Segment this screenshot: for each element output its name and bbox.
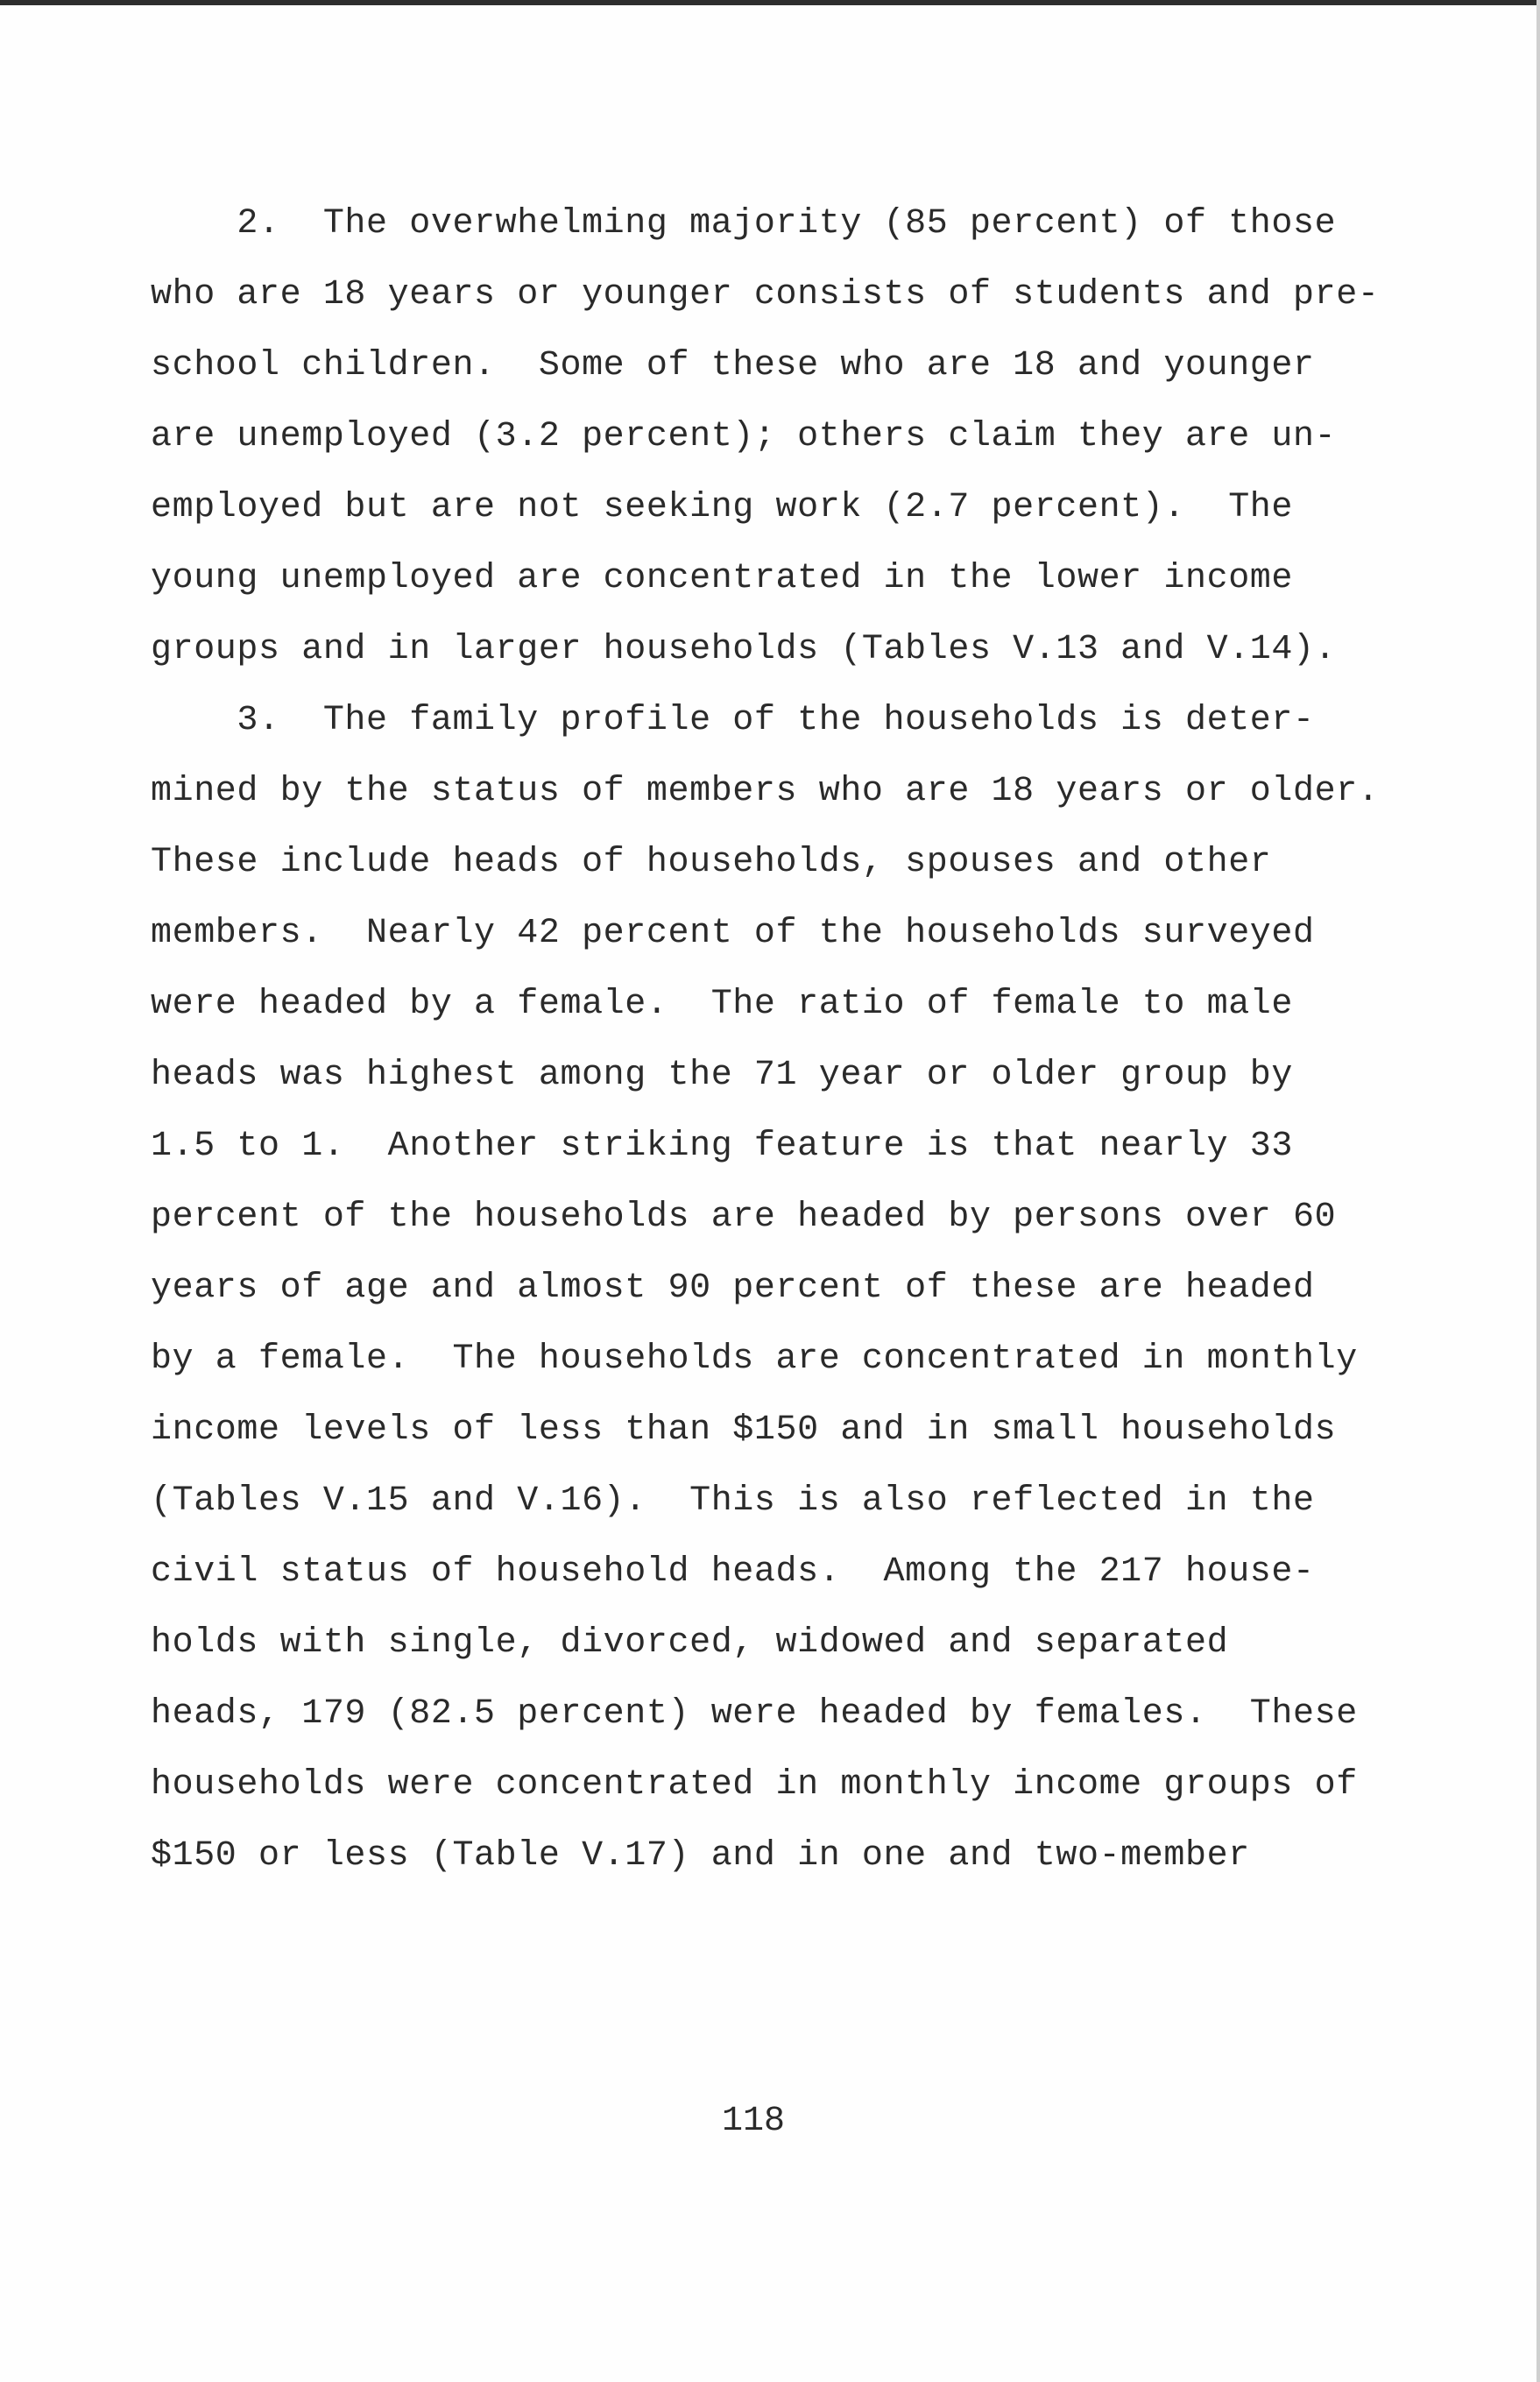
text-line: income levels of less than $150 and in small households: [151, 1410, 1337, 1450]
text-line: heads, 179 (82.5 percent) were headed by females. These: [151, 1694, 1358, 1734]
text-line: groups and in larger households (Tables V.13 and V.14).: [151, 630, 1337, 669]
text-line: civil status of household heads. Among the 217 house-: [151, 1552, 1315, 1592]
right-page-edge: [1536, 0, 1540, 2382]
text-line: holds with single, divorced, widowed and separated: [151, 1623, 1229, 1663]
text-line: were headed by a female. The ratio of female to male: [151, 985, 1294, 1024]
text-line: by a female. The households are concentrated in monthly: [151, 1339, 1358, 1379]
text-line: 3. The family profile of the households is deter-: [151, 701, 1315, 740]
text-line: school children. Some of these who are 18 and younger: [151, 346, 1315, 385]
text-line: employed but are not seeking work (2.7 percent). The: [151, 488, 1294, 527]
text-line: are unemployed (3.2 percent); others claim they are un-: [151, 417, 1337, 456]
top-border-rule: [0, 0, 1540, 5]
text-line: members. Nearly 42 percent of the households surveyed: [151, 914, 1315, 953]
text-line: heads was highest among the 71 year or older group by: [151, 1056, 1294, 1095]
text-line: 2. The overwhelming majority (85 percent) of those: [151, 204, 1337, 244]
text-line: mined by the status of members who are 18 years or older.: [151, 772, 1380, 811]
text-line: $150 or less (Table V.17) and in one and two-member: [151, 1836, 1250, 1876]
text-line: households were concentrated in monthly income groups of: [151, 1765, 1358, 1805]
text-line: These include heads of households, spouses and other: [151, 843, 1272, 882]
text-line: young unemployed are concentrated in the lower income: [151, 559, 1294, 598]
text-line: who are 18 years or younger consists of students and pre-: [151, 275, 1380, 315]
text-line: (Tables V.15 and V.16). This is also reflected in the: [151, 1481, 1315, 1521]
page-number: 118: [721, 2102, 785, 2141]
text-line: percent of the households are headed by persons over 60: [151, 1198, 1337, 1237]
text-line: 1.5 to 1. Another striking feature is that nearly 33: [151, 1127, 1294, 1166]
text-line: years of age and almost 90 percent of these are headed: [151, 1269, 1315, 1308]
